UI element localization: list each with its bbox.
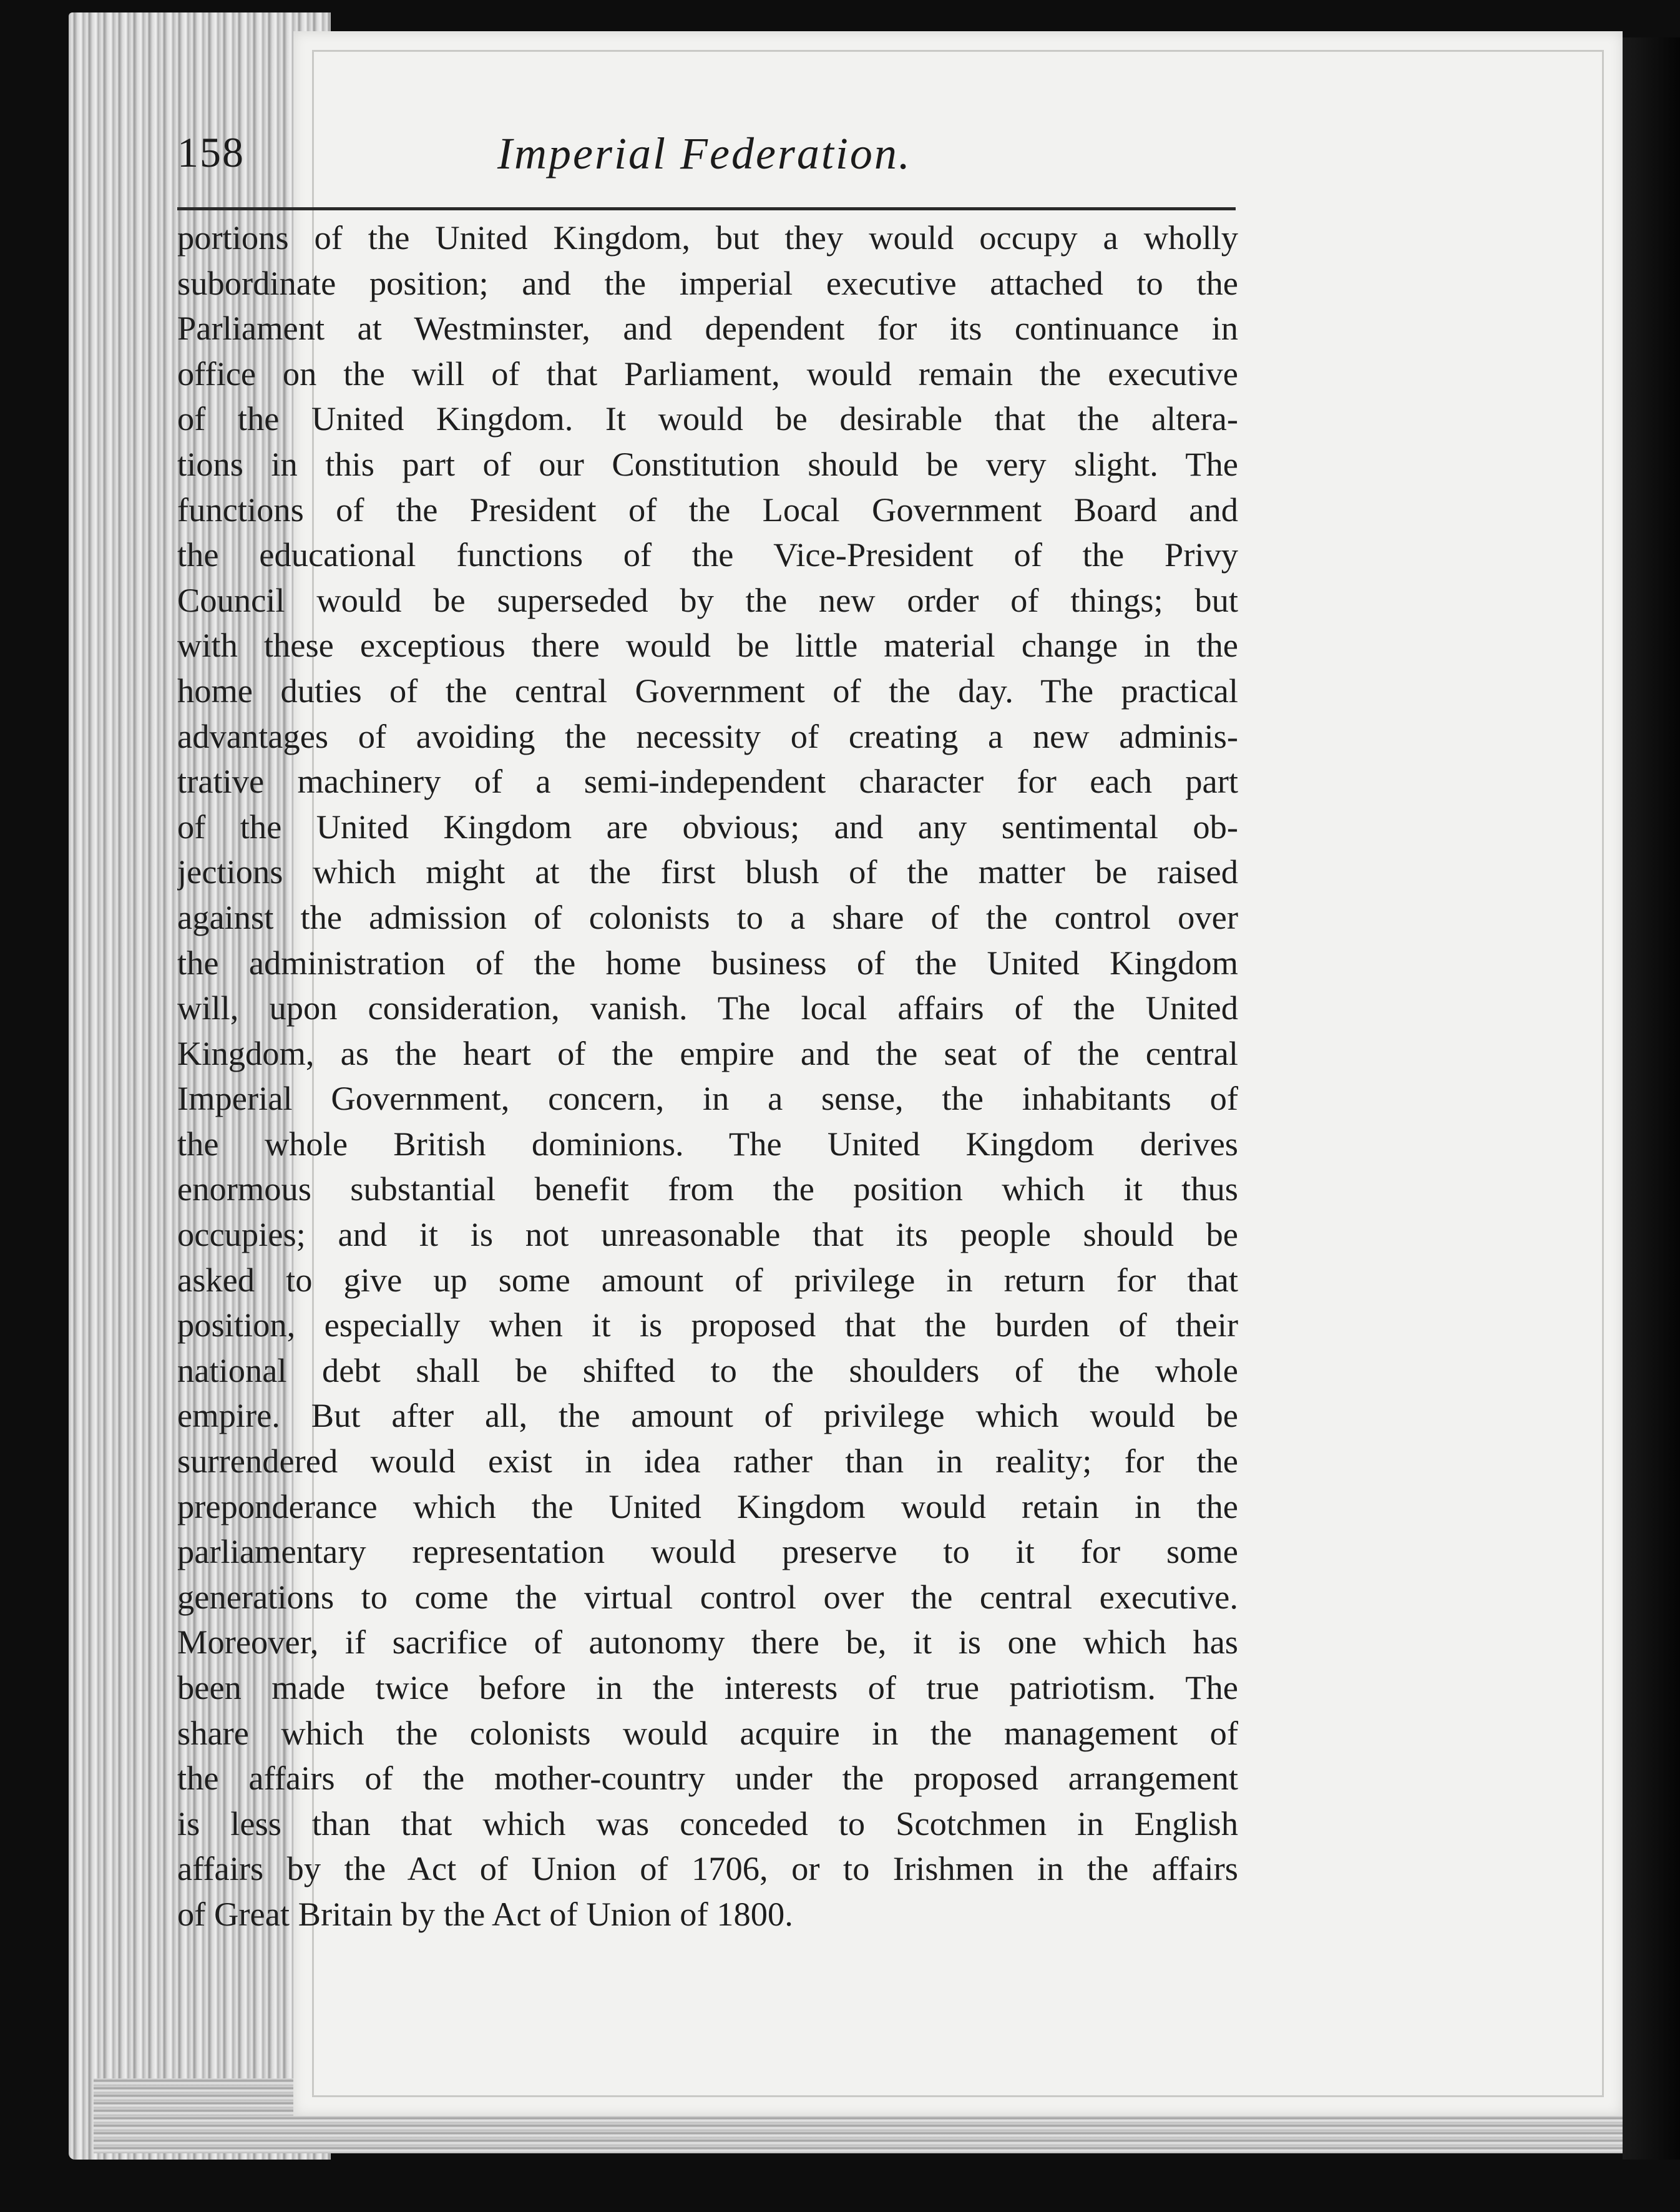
text-line: jections which might at the first blush of the matter be raised [177, 853, 1238, 891]
running-head: Imperial Federation. [497, 129, 912, 179]
text-line: share which the colonists would acquire in the management of [177, 1713, 1238, 1752]
text-line: of Great Britain by the Act of Union of 1800. [177, 1894, 793, 1933]
text-line: functions of the President of the Local Government Board and [177, 490, 1238, 529]
text-line: asked to give up some amount of privilege in return for that [177, 1260, 1238, 1299]
text-line: tions in this part of our Constitution should be very slight. The [177, 444, 1238, 483]
text-line: portions of the United Kingdom, but they would occupy a wholly [177, 218, 1238, 257]
text-line: the whole British dominions. The United Kingdom derives [177, 1124, 1238, 1163]
text-line: home duties of the central Government of the day. The practical [177, 671, 1238, 710]
text-line: Imperial Government, concern, in a sense, the inhabitants of [177, 1079, 1238, 1118]
text-line: enormous substantial benefit from the position which it thus [177, 1170, 1238, 1208]
text-line: with these exceptious there would be little material change in the [177, 626, 1238, 665]
text-line: national debt shall be shifted to the shoulders of the whole [177, 1351, 1238, 1389]
text-line: empire. But after all, the amount of privilege which would be [177, 1396, 1238, 1435]
text-line: position, especially when it is proposed that the burden of their [177, 1306, 1238, 1344]
text-line: the affairs of the mother-country under the proposed arrangement [177, 1759, 1238, 1798]
text-line: the administration of the home business of the United Kingdom [177, 943, 1238, 982]
text-line: of the United Kingdom. It would be desirable that the altera- [177, 399, 1238, 438]
text-line: trative machinery of a semi-independent character for each part [177, 762, 1238, 801]
text-line: been made twice before in the interests of true patriotism. The [177, 1668, 1238, 1706]
text-line: Council would be superseded by the new order of things; but [177, 580, 1238, 619]
body-text [177, 215, 1238, 1937]
text-line: Moreover, if sacrifice of autonomy there be, it is one which has [177, 1623, 1238, 1661]
text-line: is less than that which was conceded to Scotchmen in English [177, 1804, 1238, 1843]
text-line: advantages of avoiding the necessity of creating a new adminis- [177, 717, 1238, 755]
header-rule [177, 207, 1236, 210]
text-line: against the admission of colonists to a share of the control over [177, 898, 1238, 936]
text-line: of the United Kingdom are obvious; and any sentimental ob- [177, 807, 1238, 846]
text-line: surrendered would exist in idea rather than in reality; for the [177, 1442, 1238, 1480]
page-number: 158 [177, 129, 245, 176]
text-line: Parliament at Westminster, and dependent for its continuance in [177, 309, 1238, 348]
text-line: parliamentary representation would preserve to it for some [177, 1532, 1238, 1571]
text-line: subordinate position; and the imperial executive attached to the [177, 263, 1238, 302]
text-line: preponderance which the United Kingdom would retain in the [177, 1487, 1238, 1525]
text-line: generations to come the virtual control over the central executive. [177, 1577, 1238, 1616]
page-header [177, 109, 1232, 190]
text-line: office on the will of that Parliament, would remain the executive [177, 354, 1238, 393]
book-spine-shadow [1623, 37, 1680, 2160]
text-line: affairs by the Act of Union of 1706, or to Irishmen in the affairs [177, 1849, 1238, 1888]
text-line: occupies; and it is not unreasonable that its people should be [177, 1215, 1238, 1254]
text-line: the educational functions of the Vice-President of the Privy [177, 536, 1238, 574]
text-line: Kingdom, as the heart of the empire and the seat of the central [177, 1034, 1238, 1072]
text-line: will, upon consideration, vanish. The local affairs of the United [177, 989, 1238, 1027]
